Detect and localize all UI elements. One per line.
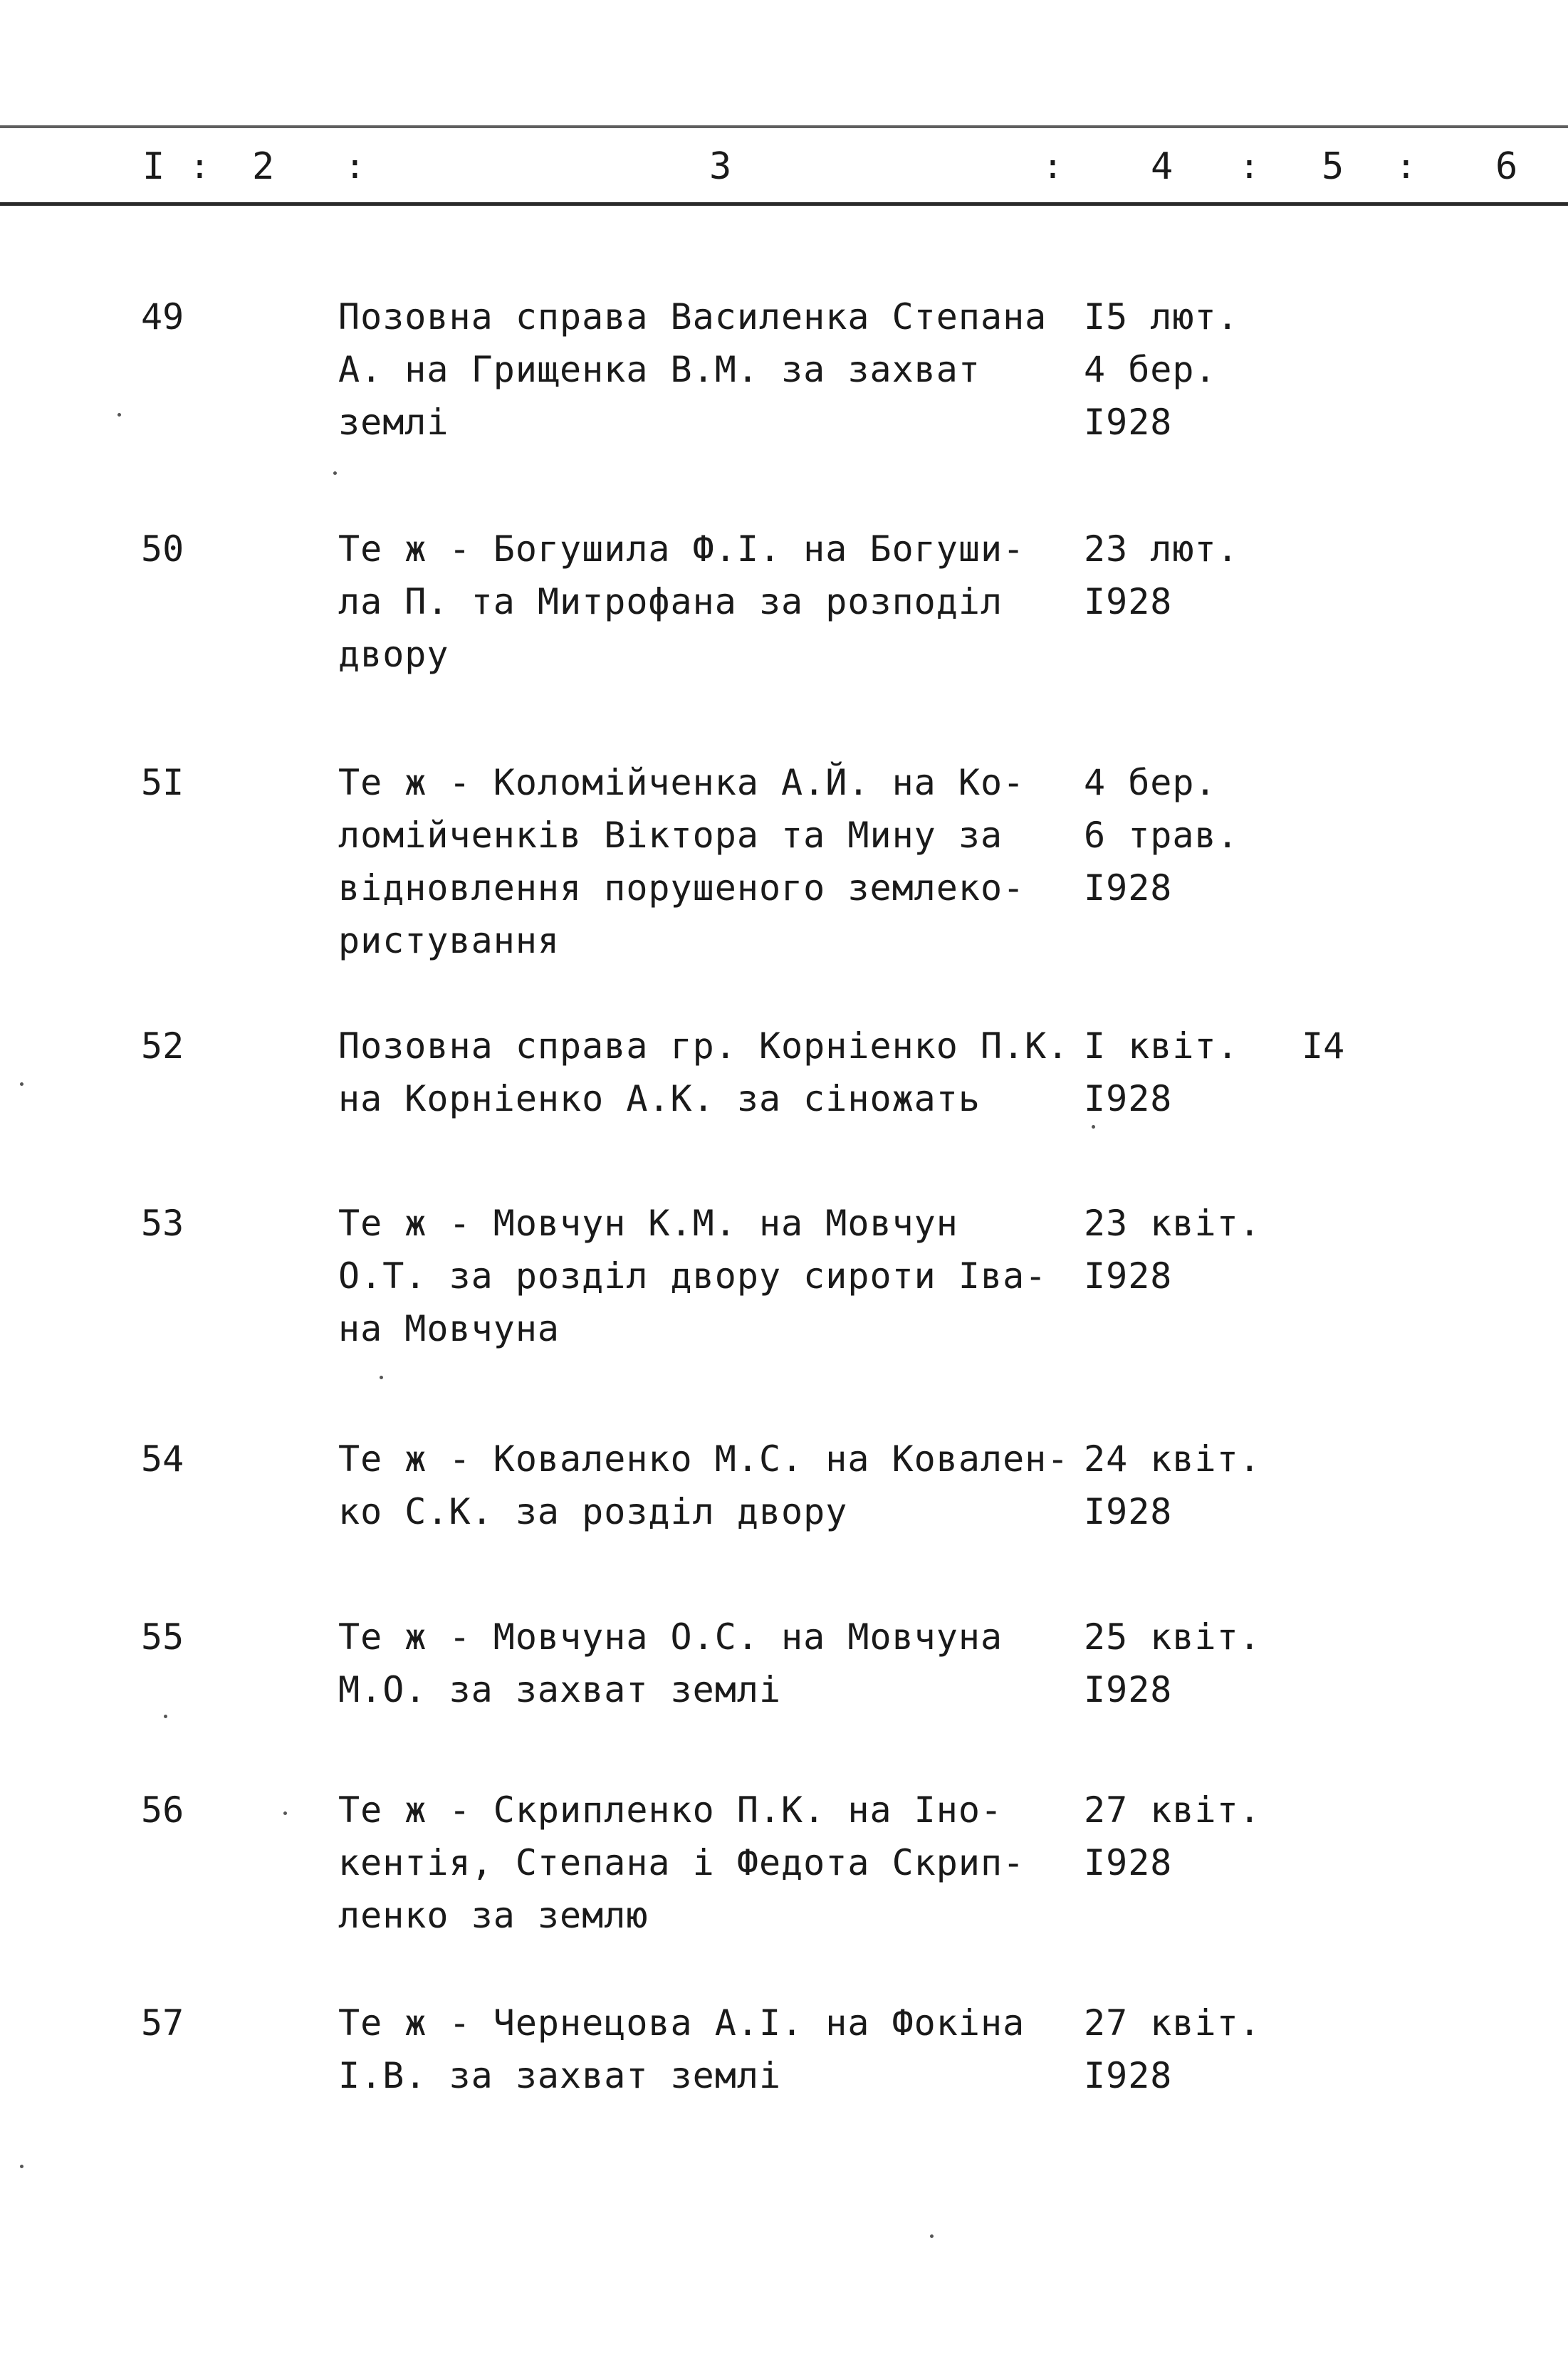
entry-dates — [1084, 1611, 1297, 1716]
entry-date-line: I928 — [1084, 1078, 1173, 1119]
entry-title-line: І.В. за захват землі — [338, 2055, 782, 2096]
entry-date-line: I5 лют. — [1084, 296, 1239, 338]
entry-title — [338, 1611, 1079, 1716]
entry-title — [338, 756, 1079, 967]
entry-date-line: 4 бер. — [1084, 762, 1217, 803]
scan-speck — [283, 1811, 287, 1815]
entry-title-line: О.Т. за розділ двору сироти Іва- — [338, 1255, 1047, 1297]
entry-date-line: I928 — [1084, 1669, 1173, 1710]
entry-sheet-count: I4 — [1302, 1025, 1345, 1067]
scan-speck — [333, 471, 337, 475]
entry-title-line: відновлення порушеного землеко- — [338, 867, 1025, 909]
entry-date-line: 24 квіт. — [1084, 1438, 1261, 1480]
scan-speck — [164, 1715, 167, 1718]
entry-date-line: I квіт. — [1084, 1025, 1239, 1067]
entry-title — [338, 1997, 1079, 2102]
header-col-1: I — [142, 145, 167, 188]
header-col-3: 3 — [709, 145, 733, 188]
scan-speck — [117, 413, 121, 417]
entry-number: 55 — [141, 1616, 184, 1658]
scan-speck — [380, 1376, 383, 1379]
header-col-4: 4 — [1151, 145, 1175, 188]
header-top-rule — [0, 125, 1568, 128]
header-separator: : — [189, 147, 211, 187]
entry-title-line: кентія, Степана і Федота Скрип- — [338, 1842, 1025, 1883]
entry-date-line: I928 — [1084, 867, 1173, 909]
entry-date-line: 6 трав. — [1084, 815, 1239, 856]
entry-dates — [1084, 291, 1297, 449]
entry-number: 54 — [141, 1438, 184, 1480]
entry-title-line: А. на Грищенка В.М. за захват — [338, 349, 981, 390]
entry-title-line: ленко за землю — [338, 1895, 649, 1936]
entry-title-line: двору — [338, 634, 449, 675]
entry-title-line: Те ж - Чернецова А.І. на Фокіна — [338, 2002, 1025, 2044]
entry-title-line: Позовна справа Василенка Степана — [338, 296, 1047, 338]
entry-title-line: землі — [338, 402, 449, 443]
entry-title-line: Те ж - Мовчун К.М. на Мовчун — [338, 1203, 958, 1244]
entry-title-line: на Мовчуна — [338, 1308, 560, 1349]
scan-speck — [930, 2234, 934, 2238]
entry-date-line: I928 — [1084, 402, 1173, 443]
entry-title-line: Те ж - Богушила Ф.І. на Богуши- — [338, 528, 1025, 570]
entry-title-line: Позовна справа гр. Корніенко П.К. — [338, 1025, 1070, 1067]
entry-number: 53 — [141, 1203, 184, 1244]
entry-number: 5I — [141, 762, 184, 803]
entry-dates — [1084, 1020, 1297, 1125]
entry-title-line: Те ж - Коломійченка А.Й. на Ко- — [338, 762, 1025, 803]
header-separator: : — [1396, 147, 1418, 187]
scan-speck — [1092, 1125, 1095, 1129]
entry-date-line: 4 бер. — [1084, 349, 1217, 390]
scan-speck — [20, 1082, 23, 1086]
entry-title — [338, 1784, 1079, 1942]
entry-title — [338, 1020, 1079, 1125]
entry-date-line: 27 квіт. — [1084, 1789, 1261, 1831]
entry-dates — [1084, 1784, 1297, 1889]
entry-date-line: 27 квіт. — [1084, 2002, 1261, 2044]
entry-date-line: 23 квіт. — [1084, 1203, 1261, 1244]
entry-dates — [1084, 1433, 1297, 1538]
header-bottom-rule — [0, 202, 1568, 206]
header-separator: : — [1239, 147, 1261, 187]
entry-title — [338, 523, 1079, 681]
entry-date-line: I928 — [1084, 2055, 1173, 2096]
entry-number: 56 — [141, 1789, 184, 1831]
entry-title — [338, 291, 1079, 449]
entry-number: 57 — [141, 2002, 184, 2044]
header-col-2: 2 — [252, 145, 276, 188]
entry-dates — [1084, 1997, 1297, 2102]
entry-title-line: Те ж - Скрипленко П.К. на Іно- — [338, 1789, 1003, 1831]
entry-title-line: Те ж - Коваленко М.С. на Ковален- — [338, 1438, 1070, 1480]
entry-title-line: М.О. за захват землі — [338, 1669, 782, 1710]
entry-number: 50 — [141, 528, 184, 570]
entry-date-line: I928 — [1084, 1842, 1173, 1883]
entry-title — [338, 1433, 1079, 1538]
header-col-6: 6 — [1495, 145, 1520, 188]
entry-date-line: 25 квіт. — [1084, 1616, 1261, 1658]
entry-title-line: ла П. та Митрофана за розподіл — [338, 581, 1003, 622]
header-col-5: 5 — [1322, 145, 1346, 188]
header-separator: : — [1042, 147, 1065, 187]
entry-number: 49 — [141, 296, 184, 338]
entry-dates — [1084, 1197, 1297, 1302]
entry-dates — [1084, 756, 1297, 914]
entry-date-line: 23 лют. — [1084, 528, 1239, 570]
header-separator: : — [345, 147, 367, 187]
entry-title-line: ко С.К. за розділ двору — [338, 1491, 848, 1532]
scan-speck — [20, 2165, 23, 2168]
entry-date-line: I928 — [1084, 1255, 1173, 1297]
entry-dates — [1084, 523, 1297, 628]
entry-title — [338, 1197, 1079, 1355]
entry-title-line: ломійченків Віктора та Мину за — [338, 815, 1003, 856]
entry-date-line: I928 — [1084, 581, 1173, 622]
entry-title-line: на Корніенко А.К. за сіножать — [338, 1078, 981, 1119]
entry-title-line: ристування — [338, 920, 560, 961]
entry-title-line: Те ж - Мовчуна О.С. на Мовчуна — [338, 1616, 1003, 1658]
entry-date-line: I928 — [1084, 1491, 1173, 1532]
entry-number: 52 — [141, 1025, 184, 1067]
